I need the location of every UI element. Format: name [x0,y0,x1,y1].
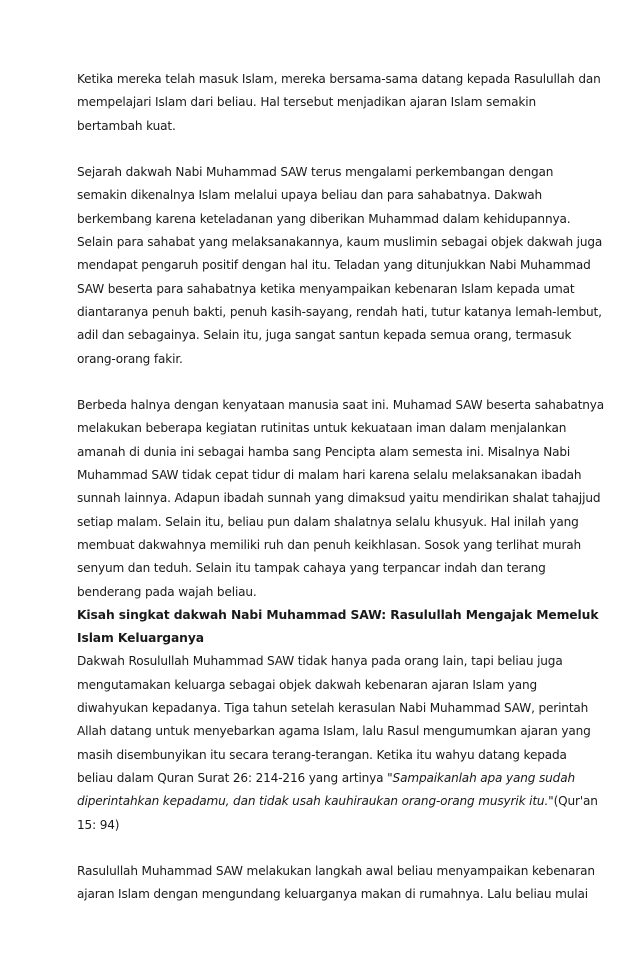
final-paragraph [77,860,595,907]
text-line: ajaran Islam dengan mengundang keluarganya makan di rumahnya. Lalu beliau mulai [77,887,588,902]
text-line: SAW beserta para sahabatnya ketika menyampaikan kebenaran Islam kepada umat [77,281,575,296]
paragraph-1 [77,68,601,138]
text-line: setiap malam. Selain itu, beliau pun dalam shalatnya selalu khusyuk. Hal inilah yang [77,514,579,529]
text-line: Muhammad SAW tidak cepat tidur di malam hari karena selalu melaksanakan ibadah [77,468,582,483]
text-line: Selain para sahabat yang melaksanakannya, kaum muslimin sebagai objek dakwah juga [77,235,603,250]
quote-reference: 15: 94) [77,817,120,832]
text-line: Dakwah Rosulullah Muhammad SAW tidak hanya pada orang lain, tapi beliau juga [77,654,563,669]
text-line: Sejarah dakwah Nabi Muhammad SAW terus mengalami perkembangan dengan [77,165,554,180]
text-line: Rasulullah Muhammad SAW melakukan langkah awal beliau menyampaikan kebenaran [77,864,595,879]
text-line: Berbeda halnya dengan kenyataan manusia saat ini. Muhamad SAW beserta sahabatnya [77,398,605,413]
paragraph-2 [77,161,603,371]
text-line: mempelajari Islam dari beliau. Hal tersebut menjadikan ajaran Islam semakin [77,95,536,110]
text-line: diantaranya penuh bakti, penuh kasih-sayang, rendah hati, tutur katanya lemah-lembut, [77,304,602,319]
document-page [77,68,605,907]
section-heading [77,604,599,651]
quote-italic: Sampaikanlah apa yang sudah [392,770,575,785]
paragraph-gap [77,371,569,394]
text-line: mengutamakan keluarga sebagai objek dakwah kebenaran ajaran Islam yang [77,677,538,692]
paragraph-3 [77,394,605,604]
text-line: Ketika mereka telah masuk Islam, mereka bersama-sama datang kepada Rasulullah dan [77,72,601,86]
quote-prefix: beliau dalam Quran Surat 26: 214-216 yang artinya " [77,770,393,785]
paragraph-gap [77,138,569,161]
quote-line [77,767,575,790]
text-line: membuat dakwahnya memiliki ruh dan penuh keikhlasan. Sosok yang terlihat murah [77,537,582,552]
text-line: amanah di dunia ini sebagai hamba sang Pencipta alam semesta ini. Misalnya Nabi [77,444,571,459]
section-paragraph [77,650,598,836]
text-line: Allah datang untuk menyebarkan agama Islam, lalu Rasul mengumumkan ajaran yang [77,724,591,739]
quote-suffix: "(Qur'an [548,794,598,809]
text-line: mendapat pengaruh positif dengan hal itu. Teladan yang ditunjukkan Nabi Muhammad [77,258,591,273]
quote-italic: diperintahkan kepadamu, dan tidak usah kauhiraukan orang-orang musyrik itu. [77,794,549,809]
text-line: semakin dikenalnya Islam melalui upaya beliau dan para sahabatnya. Dakwah [77,188,542,203]
text-line: senyum dan teduh. Selain itu tampak cahaya yang terpancar indah dan terang [77,561,546,576]
quote-line [77,790,598,813]
text-line: melakukan beberapa kegiatan rutinitas untuk kekuataan iman dalam menjalankan [77,421,567,436]
heading-line: Islam Keluarganya [77,631,204,646]
heading-line: Kisah singkat dakwah Nabi Muhammad SAW: Rasulullah Mengajak Memeluk [77,607,599,622]
text-line: diwahyukan kepadanya. Tiga tahun setelah kerasulan Nabi Muhammad SAW, perintah [77,701,589,716]
text-line: bertambah kuat. [77,118,176,133]
text-line: benderang pada wajah beliau. [77,584,257,599]
text-line: masih disembunyikan itu secara terang-terangan. Ketika itu wahyu datang kepada [77,747,567,762]
text-line: sunnah lainnya. Adapun ibadah sunnah yang dimaksud yaitu mendirikan shalat tahajjud [77,491,601,506]
text-line: orang-orang fakir. [77,351,183,366]
text-line: adil dan sebagainya. Selain itu, juga sangat santun kepada semua orang, termasuk [77,328,572,343]
paragraph-gap [77,837,569,860]
text-line: berkembang karena keteladanan yang diberikan Muhammad dalam kehidupannya. [77,211,571,226]
